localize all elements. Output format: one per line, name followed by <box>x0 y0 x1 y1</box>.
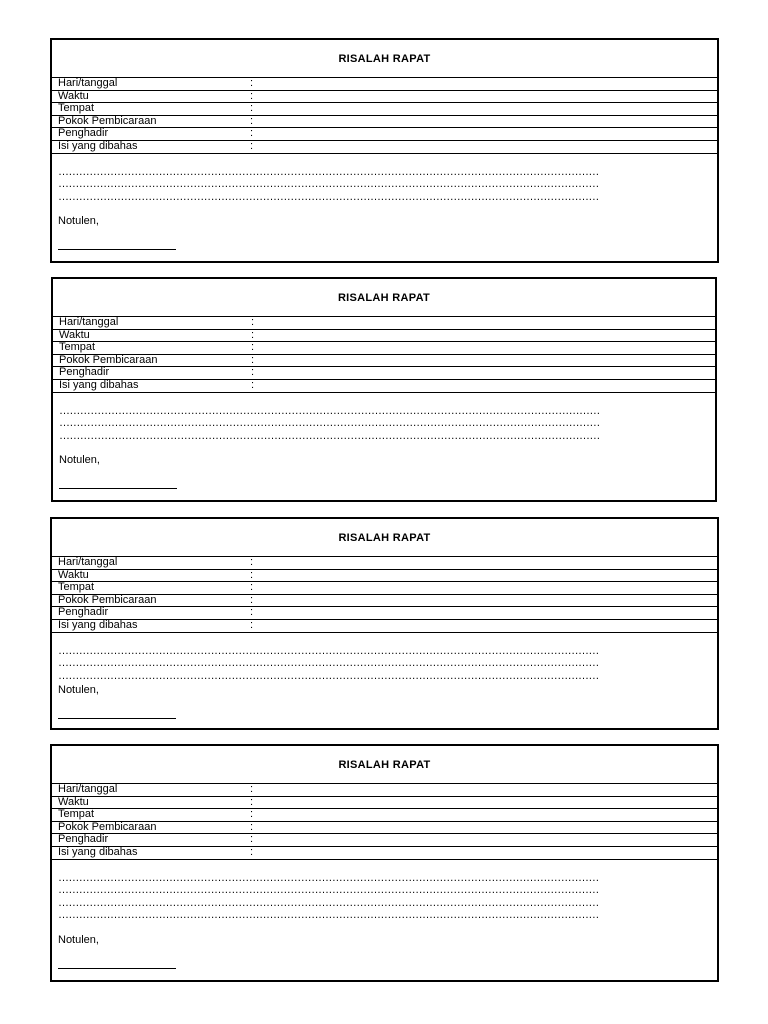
field-row-isi-yang-dibahas <box>52 847 717 860</box>
signature-line <box>58 718 176 719</box>
field-label: Penghadir <box>59 366 110 379</box>
field-row-tempat <box>52 809 717 822</box>
signature-line <box>58 968 176 969</box>
field-row-isi-yang-dibahas <box>53 380 715 393</box>
field-row-isi-yang-dibahas <box>52 141 717 154</box>
field-colon: : <box>250 139 254 152</box>
discussion-area <box>52 154 717 251</box>
field-colon: : <box>250 845 254 858</box>
dotted-line: ………………………………………………………………………………………………………………………………………… <box>58 190 599 203</box>
dotted-line: ………………………………………………………………………………………………………………………………………… <box>58 871 599 884</box>
field-colon: : <box>251 328 255 341</box>
field-row-hari-tanggal <box>52 784 717 797</box>
field-label: Hari/tanggal <box>58 77 118 89</box>
field-colon: : <box>250 783 254 795</box>
field-colon: : <box>250 820 254 833</box>
dotted-line: ………………………………………………………………………………………………………………………………………… <box>59 404 600 417</box>
field-row-hari-tanggal <box>52 78 717 91</box>
field-row-waktu <box>52 797 717 810</box>
field-row-pokok-pembicaraan <box>52 116 717 129</box>
field-label: Tempat <box>58 581 95 594</box>
field-label: Isi yang dibahas <box>59 378 139 391</box>
field-row-tempat <box>52 103 717 116</box>
notulen-label: Notulen, <box>58 684 99 697</box>
minutes-form-3 <box>50 517 719 730</box>
form-title: RISALAH RAPAT <box>53 279 715 317</box>
field-row-pokok-pembicaraan <box>53 355 715 368</box>
dotted-line: ………………………………………………………………………………………………………………………………………… <box>58 644 599 657</box>
field-label: Hari/tanggal <box>58 556 118 568</box>
dotted-line: ………………………………………………………………………………………………………………………………………… <box>58 884 599 897</box>
field-label: Tempat <box>59 341 96 354</box>
field-label: Penghadir <box>58 833 109 846</box>
signature-line <box>58 249 176 250</box>
form-title: RISALAH RAPAT <box>52 40 717 78</box>
field-label: Isi yang dibahas <box>58 845 138 858</box>
dotted-line: ………………………………………………………………………………………………………………………………………… <box>58 657 599 670</box>
dotted-line: ………………………………………………………………………………………………………………………………………… <box>58 165 599 178</box>
dotted-line: ………………………………………………………………………………………………………………………………………… <box>59 429 600 442</box>
field-row-pokok-pembicaraan <box>52 822 717 835</box>
field-colon: : <box>250 593 254 606</box>
field-label: Waktu <box>58 568 89 581</box>
field-label: Pokok Pembicaraan <box>59 353 158 366</box>
field-label: Isi yang dibahas <box>58 139 138 152</box>
field-label: Pokok Pembicaraan <box>58 820 157 833</box>
field-label: Isi yang dibahas <box>58 618 138 631</box>
field-colon: : <box>251 353 255 366</box>
field-label: Waktu <box>58 795 89 808</box>
field-label: Pokok Pembicaraan <box>58 114 157 127</box>
discussion-area <box>52 633 717 720</box>
dotted-line: ………………………………………………………………………………………………………………………………………… <box>59 417 600 430</box>
minutes-form-4 <box>50 744 719 982</box>
field-colon: : <box>251 341 255 354</box>
field-row-waktu <box>53 330 715 343</box>
field-row-penghadir <box>52 834 717 847</box>
field-row-pokok-pembicaraan <box>52 595 717 608</box>
field-colon: : <box>250 114 254 127</box>
discussion-area <box>52 860 717 969</box>
field-row-waktu <box>52 91 717 104</box>
form-title: RISALAH RAPAT <box>52 746 717 784</box>
field-colon: : <box>250 618 254 631</box>
field-row-hari-tanggal <box>53 317 715 330</box>
field-label: Hari/tanggal <box>59 316 119 328</box>
field-row-tempat <box>53 342 715 355</box>
dotted-line: ………………………………………………………………………………………………………………………………………… <box>58 669 599 682</box>
field-row-waktu <box>52 570 717 583</box>
field-colon: : <box>250 89 254 102</box>
field-colon: : <box>250 795 254 808</box>
field-label: Waktu <box>58 89 89 102</box>
field-colon: : <box>251 316 255 328</box>
discussion-area <box>53 393 715 490</box>
field-colon: : <box>250 102 254 115</box>
field-colon: : <box>250 581 254 594</box>
field-label: Penghadir <box>58 127 109 140</box>
field-label: Pokok Pembicaraan <box>58 593 157 606</box>
notulen-label: Notulen, <box>58 933 99 946</box>
field-label: Tempat <box>58 102 95 115</box>
form-title: RISALAH RAPAT <box>52 519 717 557</box>
field-colon: : <box>251 366 255 379</box>
field-colon: : <box>250 556 254 568</box>
signature-line <box>59 488 177 489</box>
field-colon: : <box>250 833 254 846</box>
field-label: Waktu <box>59 328 90 341</box>
field-colon: : <box>250 808 254 821</box>
field-row-penghadir <box>53 367 715 380</box>
field-label: Penghadir <box>58 606 109 619</box>
field-row-penghadir <box>52 607 717 620</box>
notulen-label: Notulen, <box>58 215 99 228</box>
dotted-line: ………………………………………………………………………………………………………………………………………… <box>58 896 599 909</box>
field-row-isi-yang-dibahas <box>52 620 717 633</box>
notulen-label: Notulen, <box>59 454 100 467</box>
field-colon: : <box>250 77 254 89</box>
minutes-form-1 <box>50 38 719 263</box>
field-label: Tempat <box>58 808 95 821</box>
field-colon: : <box>250 127 254 140</box>
field-colon: : <box>250 568 254 581</box>
field-row-penghadir <box>52 128 717 141</box>
field-row-tempat <box>52 582 717 595</box>
field-colon: : <box>250 606 254 619</box>
dotted-line: ………………………………………………………………………………………………………………………………………… <box>58 909 599 922</box>
minutes-form-2 <box>51 277 717 502</box>
field-colon: : <box>251 378 255 391</box>
dotted-line: ………………………………………………………………………………………………………………………………………… <box>58 178 599 191</box>
field-label: Hari/tanggal <box>58 783 118 795</box>
field-row-hari-tanggal <box>52 557 717 570</box>
